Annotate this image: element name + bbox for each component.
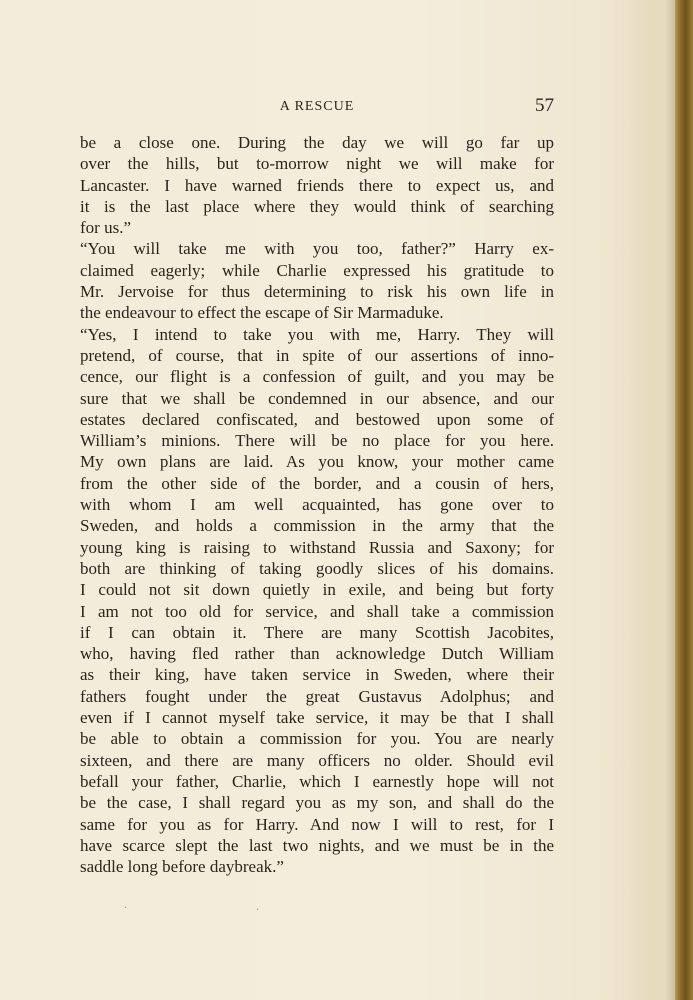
text-line: it is the last place where they would think of searching — [80, 196, 554, 216]
text-line: fathers fought under the great Gustavus Adolphus; and — [80, 686, 554, 706]
text-line: sure that we shall be condemned in our absence, and our — [80, 388, 554, 408]
text-line: both are thinking of taking goodly slices of his domains. — [80, 558, 554, 578]
text-line: I am not too old for service, and shall take a commission — [80, 601, 554, 621]
text-line: Sweden, and holds a commission in the army that the — [80, 516, 554, 536]
page-number: 57 — [535, 95, 554, 116]
text-line: estates declared confiscated, and bestowed upon some of — [80, 409, 554, 429]
stray-mark: · — [256, 905, 260, 916]
body-text — [80, 132, 554, 877]
text-line: have scarce slept the last two nights, and we must be in the — [80, 835, 554, 855]
text-line: “You will take me with you too, father?” Harry ex- — [80, 239, 554, 259]
text-line: be a close one. During the day we will go far up — [80, 133, 554, 152]
text-line: Lancaster. I have warned friends there to expect us, and — [80, 175, 554, 195]
text-line: the endeavour to effect the escape of Sir Marmaduke. — [80, 303, 444, 323]
text-line: for us.” — [80, 218, 131, 238]
text-line: who, having fled rather than acknowledge Dutch William — [80, 644, 554, 664]
text-line: sixteen, and there are many officers no older. Should evil — [80, 750, 554, 770]
text-line: over the hills, but to-morrow night we will make for — [80, 154, 554, 174]
text-line: Mr. Jervoise for thus determining to risk his own life in — [80, 282, 554, 302]
text-line: My own plans are laid. As you know, your mother came — [80, 452, 554, 472]
text-line: from the other side of the border, and a cousin of hers, — [80, 473, 554, 493]
stray-mark: · — [124, 903, 128, 914]
text-line: William’s minions. There will be no place for you here. — [80, 431, 554, 451]
text-line: even if I cannot myself take service, it may be that I shall — [80, 708, 554, 728]
text-line: befall your father, Charlie, which I earnestly hope will not — [80, 771, 554, 791]
text-line: saddle long before daybreak.” — [80, 857, 284, 877]
text-line: “Yes, I intend to take you with me, Harry. They will — [80, 324, 554, 344]
text-line: pretend, of course, that in spite of our assertions of inno- — [80, 345, 554, 365]
text-line: young king is raising to withstand Russia and Saxony; for — [80, 537, 554, 557]
text-line: with whom I am well acquainted, has gone over to — [80, 495, 554, 515]
page-header — [80, 95, 554, 119]
text-line: cence, our flight is a confession of guilt, and you may be — [80, 367, 554, 387]
text-line: as their king, have taken service in Sweden, where their — [80, 665, 554, 685]
text-line: I could not sit down quietly in exile, and being but forty — [80, 580, 554, 600]
text-line: same for you as for Harry. And now I will to rest, for I — [80, 814, 554, 834]
gutter-shadow — [665, 0, 675, 1000]
text-line: be able to obtain a commission for you. You are nearly — [80, 729, 554, 749]
text-line: be the case, I shall regard you as my son, and shall do the — [80, 793, 554, 813]
text-line: if I can obtain it. There are many Scottish Jacobites, — [80, 622, 554, 642]
text-line: claimed eagerly; while Charlie expressed his gratitude to — [80, 260, 554, 280]
running-head: A RESCUE — [279, 99, 355, 114]
book-spine — [675, 0, 693, 1000]
